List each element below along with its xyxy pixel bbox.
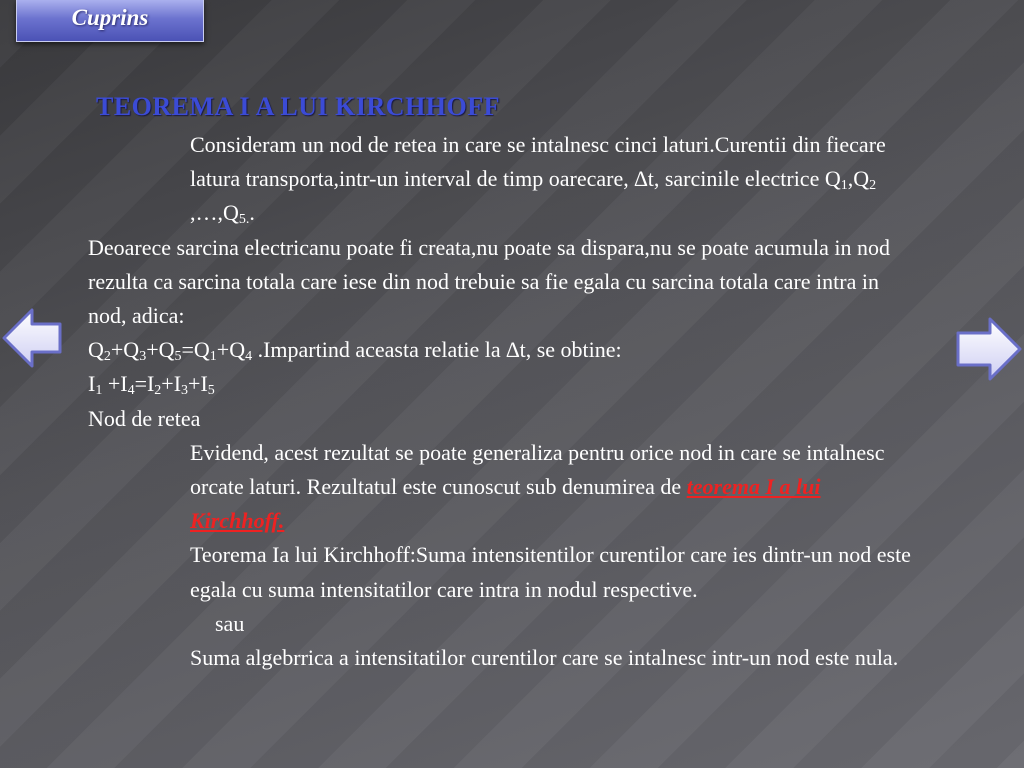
paragraph-2: Deoarece sarcina electricanu poate fi creata,nu poate sa dispara,nu se poate acumula in nod rezulta ca sarcina totala care iese din nod trebuie sa fie egala cu sarcina totala care intra in nod, adica: — [88, 234, 890, 329]
paragraph-4: Teorema Ia lui Kirchhoff:Suma intensitentilor curentilor care ies dintr-un nod este egala cu suma intensitatilor care intra in nodul respective. — [190, 542, 911, 602]
cuprins-label: Cuprins — [71, 5, 149, 30]
sau-label: sau — [215, 610, 245, 636]
slide-content — [88, 128, 918, 675]
cuprins-nav-button[interactable] — [16, 0, 204, 42]
charge-equation: $Q_2+Q_3+Q_5=Q_1+Q_4$ .Impartind aceasta relatie la ∆t, se obtine: — [88, 337, 622, 365]
paragraph-1: Consideram un nod de retea in care se intalnesc cinci laturi.Curentii din fiecare latura transporta,intr-un interval de timp oarecare, ∆t, sarcinile electrice $Q_1,Q_2$ $,\dots,Q_{5.}$. — [190, 132, 886, 228]
arrow-right-icon[interactable] — [954, 316, 1024, 382]
paragraph-3: Evidend, acest rezultat se poate generaliza pentru orice nod in care se intalnesc orcate laturi. Rezultatul este cunoscut sub denumirea de teorema I a lui Kirchhoff. — [190, 439, 885, 534]
current-equation: $I_1 +I_4=I_2+I_3+I_5$ — [88, 371, 215, 399]
arrow-left-icon[interactable] — [0, 306, 64, 370]
slide-title: TEOREMA I A LUI KIRCHHOFF — [96, 92, 500, 121]
nod-label: Nod de retea — [88, 405, 201, 431]
paragraph-5: Suma algebrrica a intensitatilor curentilor care se intalnesc intr-un nod este nula. — [190, 645, 899, 671]
kirchhoff-theorem-link[interactable]: teorema I a lui Kirchhoff. — [190, 474, 821, 534]
